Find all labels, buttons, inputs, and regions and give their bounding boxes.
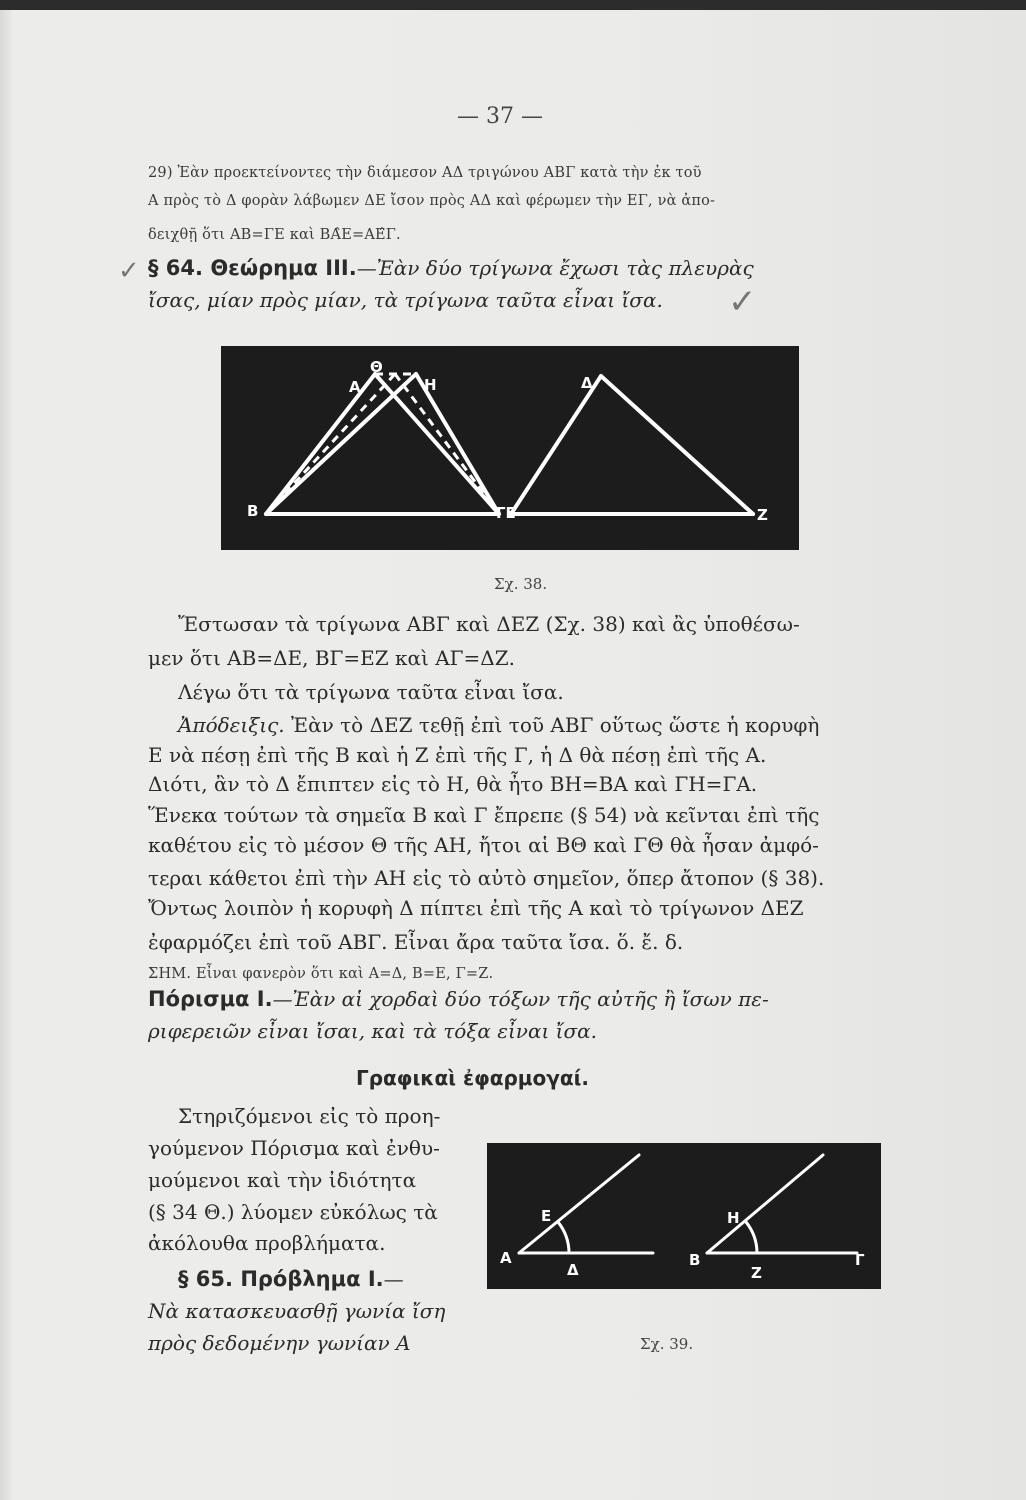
problem-text-2: πρὸς δεδομένην γωνίαν Α (148, 1331, 411, 1355)
ray-A-side (519, 1155, 639, 1253)
proof-line-10: Ὄντως λοιπὸν ἡ κορυφὴ Δ πίπτει ἐπὶ τῆς Α καὶ τὸ τρίγωνον ΔΕΖ (148, 896, 804, 920)
checkmark-icon: ✓ (118, 256, 140, 286)
label-A: Α (349, 378, 361, 396)
problem-text-1: Νὰ κατασκευασθῇ γωνία ἴση (148, 1299, 446, 1323)
section-title: Γραφικαὶ ἐφαρμογαί. (356, 1066, 589, 1090)
proof-line-4 (178, 713, 819, 737)
label-D: Δ (581, 374, 593, 392)
segment-GTh-dashed (395, 374, 499, 514)
theorem-heading (148, 256, 754, 280)
corollary-dash: — (272, 987, 293, 1011)
segment-BH (266, 374, 416, 514)
theorem-text-1: Ἐὰν δύο τρίγωνα ἔχωσι τὰς πλευρὰς (376, 256, 754, 280)
scan-edge (0, 0, 1026, 10)
label-Th: Θ (370, 358, 383, 376)
page-number: — 37 — (457, 104, 543, 129)
corollary-heading (148, 987, 769, 1011)
proof-line-5: Ε νὰ πέσῃ ἐπὶ τῆς Β καὶ ἡ Ζ ἐπὶ τῆς Γ, ἡ Δ θὰ πέσῃ ἐπὶ τῆς Α. (148, 743, 767, 767)
segment-ED (511, 376, 601, 514)
segment-DZ (601, 376, 753, 514)
figure-38-drawing (221, 346, 799, 550)
proof-line-2: μεν ὅτι ΑΒ=ΔΕ, ΒΓ=ΕΖ καὶ ΑΓ=ΔΖ. (148, 646, 516, 670)
proof-line-7: Ἕνεκα τούτων τὰ σημεῖα Β καὶ Γ ἔπρεπε (§ 54) νὰ κεῖνται ἐπὶ τῆς (148, 803, 820, 827)
arc-HZ (746, 1222, 757, 1253)
problem-heading (178, 1267, 404, 1291)
proof-line-6: Διότι, ἂν τὸ Δ ἔπιπτεν εἰς τὸ Η, θὰ ἦτο ΒΗ=ΒΑ καὶ ΓΗ=ΓΑ. (148, 772, 758, 796)
left-col-line-1: Στηριζόμενοι εἰς τὸ προη- (178, 1104, 441, 1128)
exercise-29-line-3: δειχθῇ ὅτι ΑΒ=ΓΕ καὶ ΒΑ̂Ε=ΑΕ̂Γ. (148, 227, 401, 243)
left-col-line-4: (§ 34 Θ.) λύομεν εὐκόλως τὰ (148, 1200, 438, 1224)
problem-label: § 65. Πρόβλημα I. (178, 1267, 384, 1291)
proof-line-4-text: Ἐὰν τὸ ΔΕΖ τεθῇ ἐπὶ τοῦ ΑΒΓ οὕτως ὥστε ἡ κορυφὴ (291, 713, 820, 737)
label-E: Ε (541, 1207, 552, 1225)
corollary-label: Πόρισμα I. (148, 987, 273, 1011)
ray-B-side (707, 1155, 823, 1253)
arc-ED (558, 1222, 569, 1253)
exercise-29-line-2: Α πρὸς τὸ Δ φορὰν λάβωμεν ΔΕ ἴσον πρὸς ΑΔ καὶ φέρωμεν τὴν ΕΓ, νὰ ἀπο- (148, 193, 716, 209)
theorem-label: § 64. Θεώρημα III. (148, 256, 357, 280)
figure-39-caption: Σχ. 39. (640, 1335, 694, 1353)
segment-HG (416, 374, 499, 514)
corollary-text-2: ριφερειῶν εἶναι ἴσαι, καὶ τὰ τόξα εἶναι ἴσα. (148, 1019, 598, 1043)
checkmark-icon: ✓ (728, 282, 757, 322)
label-D: Δ (567, 1261, 579, 1279)
proof-line-3: Λέγω ὅτι τὰ τρίγωνα ταῦτα εἶναι ἴσα. (178, 680, 564, 704)
figure-39-drawing (487, 1143, 881, 1289)
proof-line-9: τεραι κάθετοι ἐπὶ τὴν ΑΗ εἰς τὸ αὐτὸ σημεῖον, ὅπερ ἄτοπον (§ 38). (148, 866, 825, 890)
left-col-line-5: ἀκόλουθα προβλήματα. (148, 1231, 386, 1255)
figure-38 (221, 346, 799, 550)
label-GE: ΓΕ (496, 504, 516, 522)
label-G: Γ (855, 1251, 865, 1269)
segment-BTh-dashed (266, 374, 395, 514)
proof-line-1: Ἔστωσαν τὰ τρίγωνα ΑΒΓ καὶ ΔΕΖ (Σχ. 38) καὶ ἂς ὑποθέσω- (178, 612, 800, 636)
left-col-line-3: μούμενοι καὶ τὴν ἰδιότητα (148, 1168, 417, 1192)
figure-39 (487, 1143, 881, 1289)
proof-line-8: καθέτου εἰς τὸ μέσον Θ τῆς ΑΗ, ἤτοι αἱ ΒΘ καὶ ΓΘ θὰ ἦσαν ἀμφό- (148, 833, 819, 857)
theorem-text-2: ἴσας, μίαν πρὸς μίαν, τὰ τρίγωνα ταῦτα εἶναι ἴσα. (148, 288, 663, 312)
corollary-text-1: Ἐὰν αἱ χορδαὶ δύο τόξων τῆς αὐτῆς ἢ ἴσων πε- (292, 987, 769, 1011)
proof-label: Ἀπόδειξις. (178, 713, 285, 737)
label-H: Η (424, 376, 437, 394)
problem-dash: — (383, 1267, 404, 1291)
label-Z: Ζ (751, 1264, 762, 1282)
figure-38-caption: Σχ. 38. (494, 575, 548, 593)
note: ΣΗΜ. Εἶναι φανερὸν ὅτι καὶ Α=Δ, Β=Ε, Γ=Ζ. (148, 966, 494, 982)
label-B: Β (689, 1251, 701, 1269)
theorem-dash: — (356, 256, 377, 280)
exercise-29-line-1: 29) Ἐὰν προεκτείνοντες τὴν διάμεσον ΑΔ τριγώνου ΑΒΓ κατὰ τὴν ἐκ τοῦ (148, 165, 702, 181)
proof-line-11: ἐφαρμόζει ἐπὶ τοῦ ΑΒΓ. Εἶναι ἄρα ταῦτα ἴσα. ὅ. ἔ. δ. (148, 930, 684, 954)
label-A: Α (500, 1249, 512, 1267)
label-Z: Ζ (757, 506, 768, 524)
left-col-line-2: γούμενον Πόρισμα καὶ ἐνθυ- (148, 1136, 440, 1160)
label-B: Β (247, 502, 259, 520)
label-H: Η (727, 1209, 740, 1227)
